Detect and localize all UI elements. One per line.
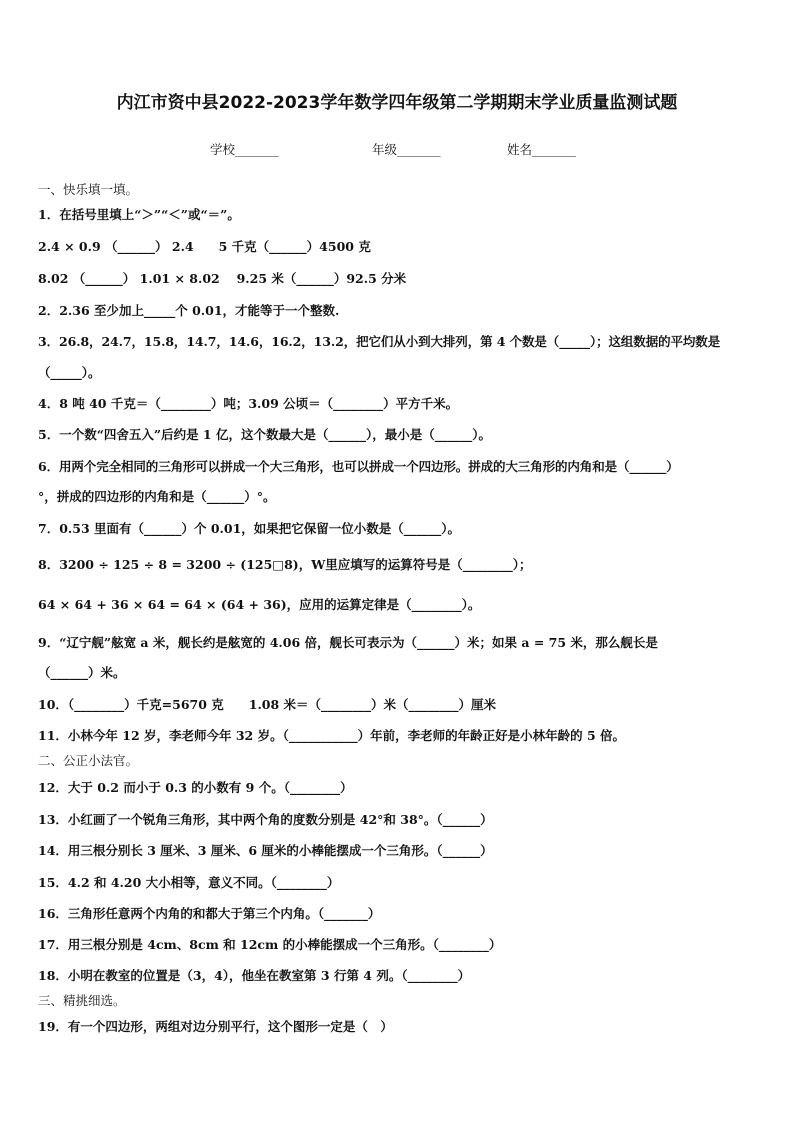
question-1-row-b: 8.02 （______） 1.01 × 8.02 9.25 米（______）92.5 分米 — [38, 271, 407, 286]
question-13: 13．小红画了一个锐角三角形，其中两个角的度数分别是 42°和 38°。（______） — [38, 812, 493, 827]
section-heading-1: 一、快乐填一填。 — [38, 182, 139, 197]
question-1: 1．在括号里填上“＞”“＜”或“＝”。 — [38, 207, 240, 222]
school-field: 学校_______ — [210, 142, 279, 157]
question-6-cont: °，拼成的四边形的内角和是（______）°。 — [38, 489, 276, 504]
question-7: 7．0.53 里面有（______）个 0.01，如果把它保留一位小数是（______）。 — [38, 521, 461, 536]
question-19: 19．有一个四边形，两组对边分别平行，这个图形一定是（ ） — [38, 1019, 393, 1034]
question-9-cont: （______）米。 — [38, 665, 126, 680]
section-heading-3: 三、精挑细选。 — [38, 993, 126, 1008]
question-8-cont: 64 × 64 + 36 × 64 = 64 × (64 + 36)，应用的运算定律是（________）。 — [38, 597, 481, 612]
question-9: 9．“辽宁舰”舷宽 a 米，舰长约是舷宽的 4.06 倍，舰长可表示为（______）米；如果 a = 75 米，那么舰长是 — [38, 635, 658, 650]
question-3: 3．26.8，24.7，15.8，14.7，14.6，16.2，13.2，把它们从小到大排列，第 4 个数是（_____）；这组数据的平均数是 — [38, 334, 721, 349]
question-18: 18．小明在教室的位置是（3，4），他坐在教室第 3 行第 4 列。（________） — [38, 968, 471, 983]
question-15: 15．4.2 和 4.20 大小相等，意义不同。（________） — [38, 875, 340, 890]
question-12: 12．大于 0.2 而小于 0.3 的小数有 9 个。（________） — [38, 780, 353, 795]
question-5: 5．一个数“四舍五入”后约是 1 亿，这个数最大是（______），最小是（______）。 — [38, 427, 491, 442]
question-14: 14．用三根分别长 3 厘米、3 厘米、6 厘米的小棒能摆成一个三角形。（______） — [38, 843, 493, 858]
question-8: 8．3200 ÷ 125 ÷ 8 = 3200 ÷ (125□8)，W里应填写的运算符号是（________）； — [38, 557, 532, 572]
name-field: 姓名_______ — [507, 142, 576, 157]
question-16: 16．三角形任意两个内角的和都大于第三个内角。（_______） — [38, 906, 381, 921]
section-heading-2: 二、公正小法官。 — [38, 753, 139, 768]
question-17: 17．用三根分别是 4cm、8cm 和 12cm 的小棒能摆成一个三角形。（________） — [38, 937, 502, 952]
question-6: 6．用两个完全相同的三角形可以拼成一个大三角形，也可以拼成一个四边形。拼成的大三角形的内角和是（______） — [38, 459, 679, 474]
question-4: 4．8 吨 40 千克＝（________）吨；3.09 公顷＝（________）平方千米。 — [38, 396, 459, 411]
question-1-row-a: 2.4 × 0.9 （______） 2.4 5 千克（______）4500 克 — [38, 239, 371, 254]
page-title: 内江市资中县2022-2023学年数学四年级第二学期期末学业质量监测试题 — [116, 93, 678, 113]
question-3-cont: （_____）。 — [38, 365, 101, 380]
grade-field: 年级_______ — [372, 142, 441, 157]
question-2: 2．2.36 至少加上_____个 0.01，才能等于一个整数. — [38, 303, 340, 318]
question-11: 11．小林今年 12 岁，李老师今年 32 岁。（___________）年前，李老师的年龄正好是小林年龄的 5 倍。 — [38, 728, 625, 743]
question-10: 10．（________）千克=5670 克 1.08 米＝（________）米（________）厘米 — [38, 697, 497, 712]
